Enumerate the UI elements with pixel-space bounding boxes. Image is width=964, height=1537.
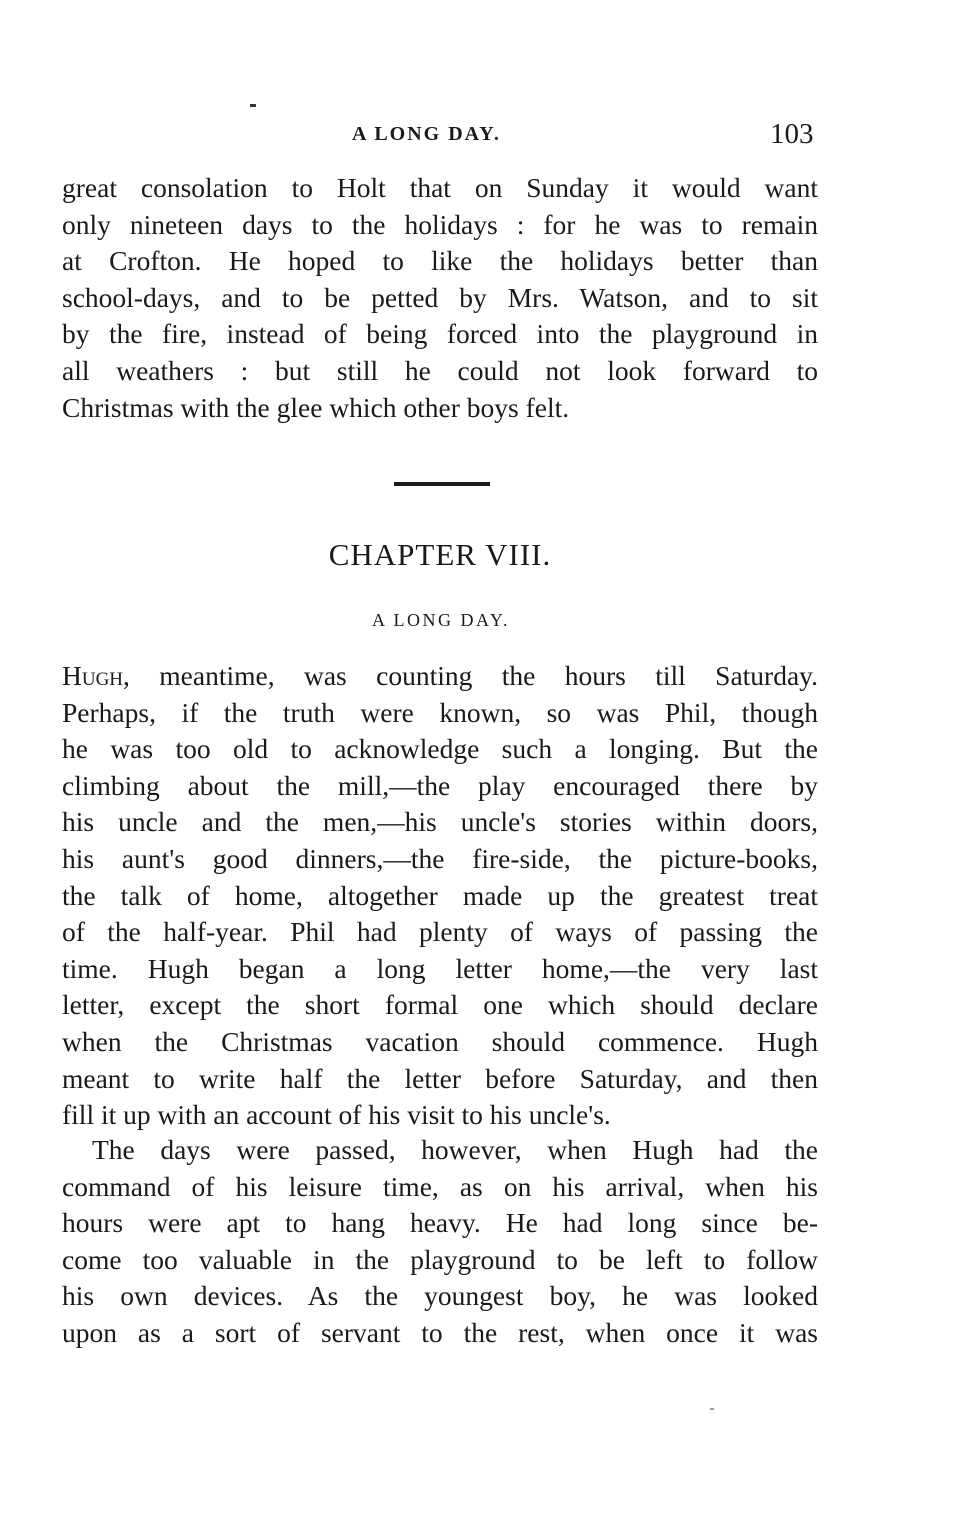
paragraph-line: fill it up with an account of his visit to his uncle's. (62, 1099, 611, 1131)
paragraph-line: The days were passed, however, when Hugh had the (92, 1134, 818, 1165)
paragraph-first-line (62, 658, 818, 695)
paragraph-line: Christmas with the glee which other boys felt. (62, 391, 570, 423)
paragraph-line: by the fire, instead of being forced into the playground in (62, 318, 818, 350)
paragraph-line: his aunt's good dinners,—the fire-side, the picture-books, (62, 842, 818, 874)
paragraph-line: all weathers : but still he could not look forward to (62, 354, 818, 386)
running-head (0, 118, 964, 152)
chapter-heading: CHAPTER VIII. (328, 537, 552, 572)
chapter-subtitle: A LONG DAY. (371, 610, 511, 630)
page-number: 103 (770, 118, 814, 150)
paragraph-line: letter, except the short formal one which should declare (62, 989, 818, 1021)
paragraph-line: school-days, and to be petted by Mrs. Watson, and to sit (62, 281, 818, 313)
paragraph-2 (62, 658, 818, 1134)
paragraph-line: hours were apt to hang heavy. He had long since be- (62, 1207, 818, 1239)
paragraph-line: he was too old to acknowledge such a longing. But the (62, 733, 818, 765)
lead-word: Hugh (62, 660, 124, 691)
paragraph-line: command of his leisure time, as on his arrival, when his (62, 1170, 818, 1202)
ink-speck (710, 1408, 714, 1410)
paragraph-line: when the Christmas vacation should commence. Hugh (62, 1025, 818, 1057)
paragraph-line: only nineteen days to the holidays : for he was to remain (62, 208, 818, 240)
paragraph-line: meant to write half the letter before Saturday, and then (62, 1062, 818, 1094)
paragraph-line: upon as a sort of servant to the rest, when once it was (62, 1316, 818, 1348)
paragraph-3 (62, 1132, 818, 1352)
paragraph-1 (62, 170, 818, 426)
section-divider (394, 482, 490, 486)
ink-speck (250, 104, 256, 107)
paragraph-line: climbing about the mill,—the play encouraged there by (62, 769, 818, 801)
paragraph-line: great consolation to Holt that on Sunday it would want (62, 172, 818, 203)
paragraph-line: his own devices. As the youngest boy, he was looked (62, 1280, 818, 1312)
paragraph-line: Perhaps, if the truth were known, so was Phil, though (62, 696, 818, 728)
running-title: A LONG DAY. (352, 123, 501, 145)
paragraph-line: at Crofton. He hoped to like the holidays better than (62, 245, 818, 277)
paragraph-line: time. Hugh began a long letter home,—the very last (62, 952, 818, 984)
paragraph-line: the talk of home, altogether made up the greatest treat (62, 879, 818, 911)
paragraph-line: of the half-year. Phil had plenty of ways of passing the (62, 916, 818, 948)
paragraph-line: come too valuable in the playground to be left to follow (62, 1243, 818, 1275)
paragraph-line-rest: , meantime, was counting the hours till Saturday. (123, 660, 818, 691)
paragraph-line: his uncle and the men,—his uncle's stories within doors, (62, 806, 818, 838)
